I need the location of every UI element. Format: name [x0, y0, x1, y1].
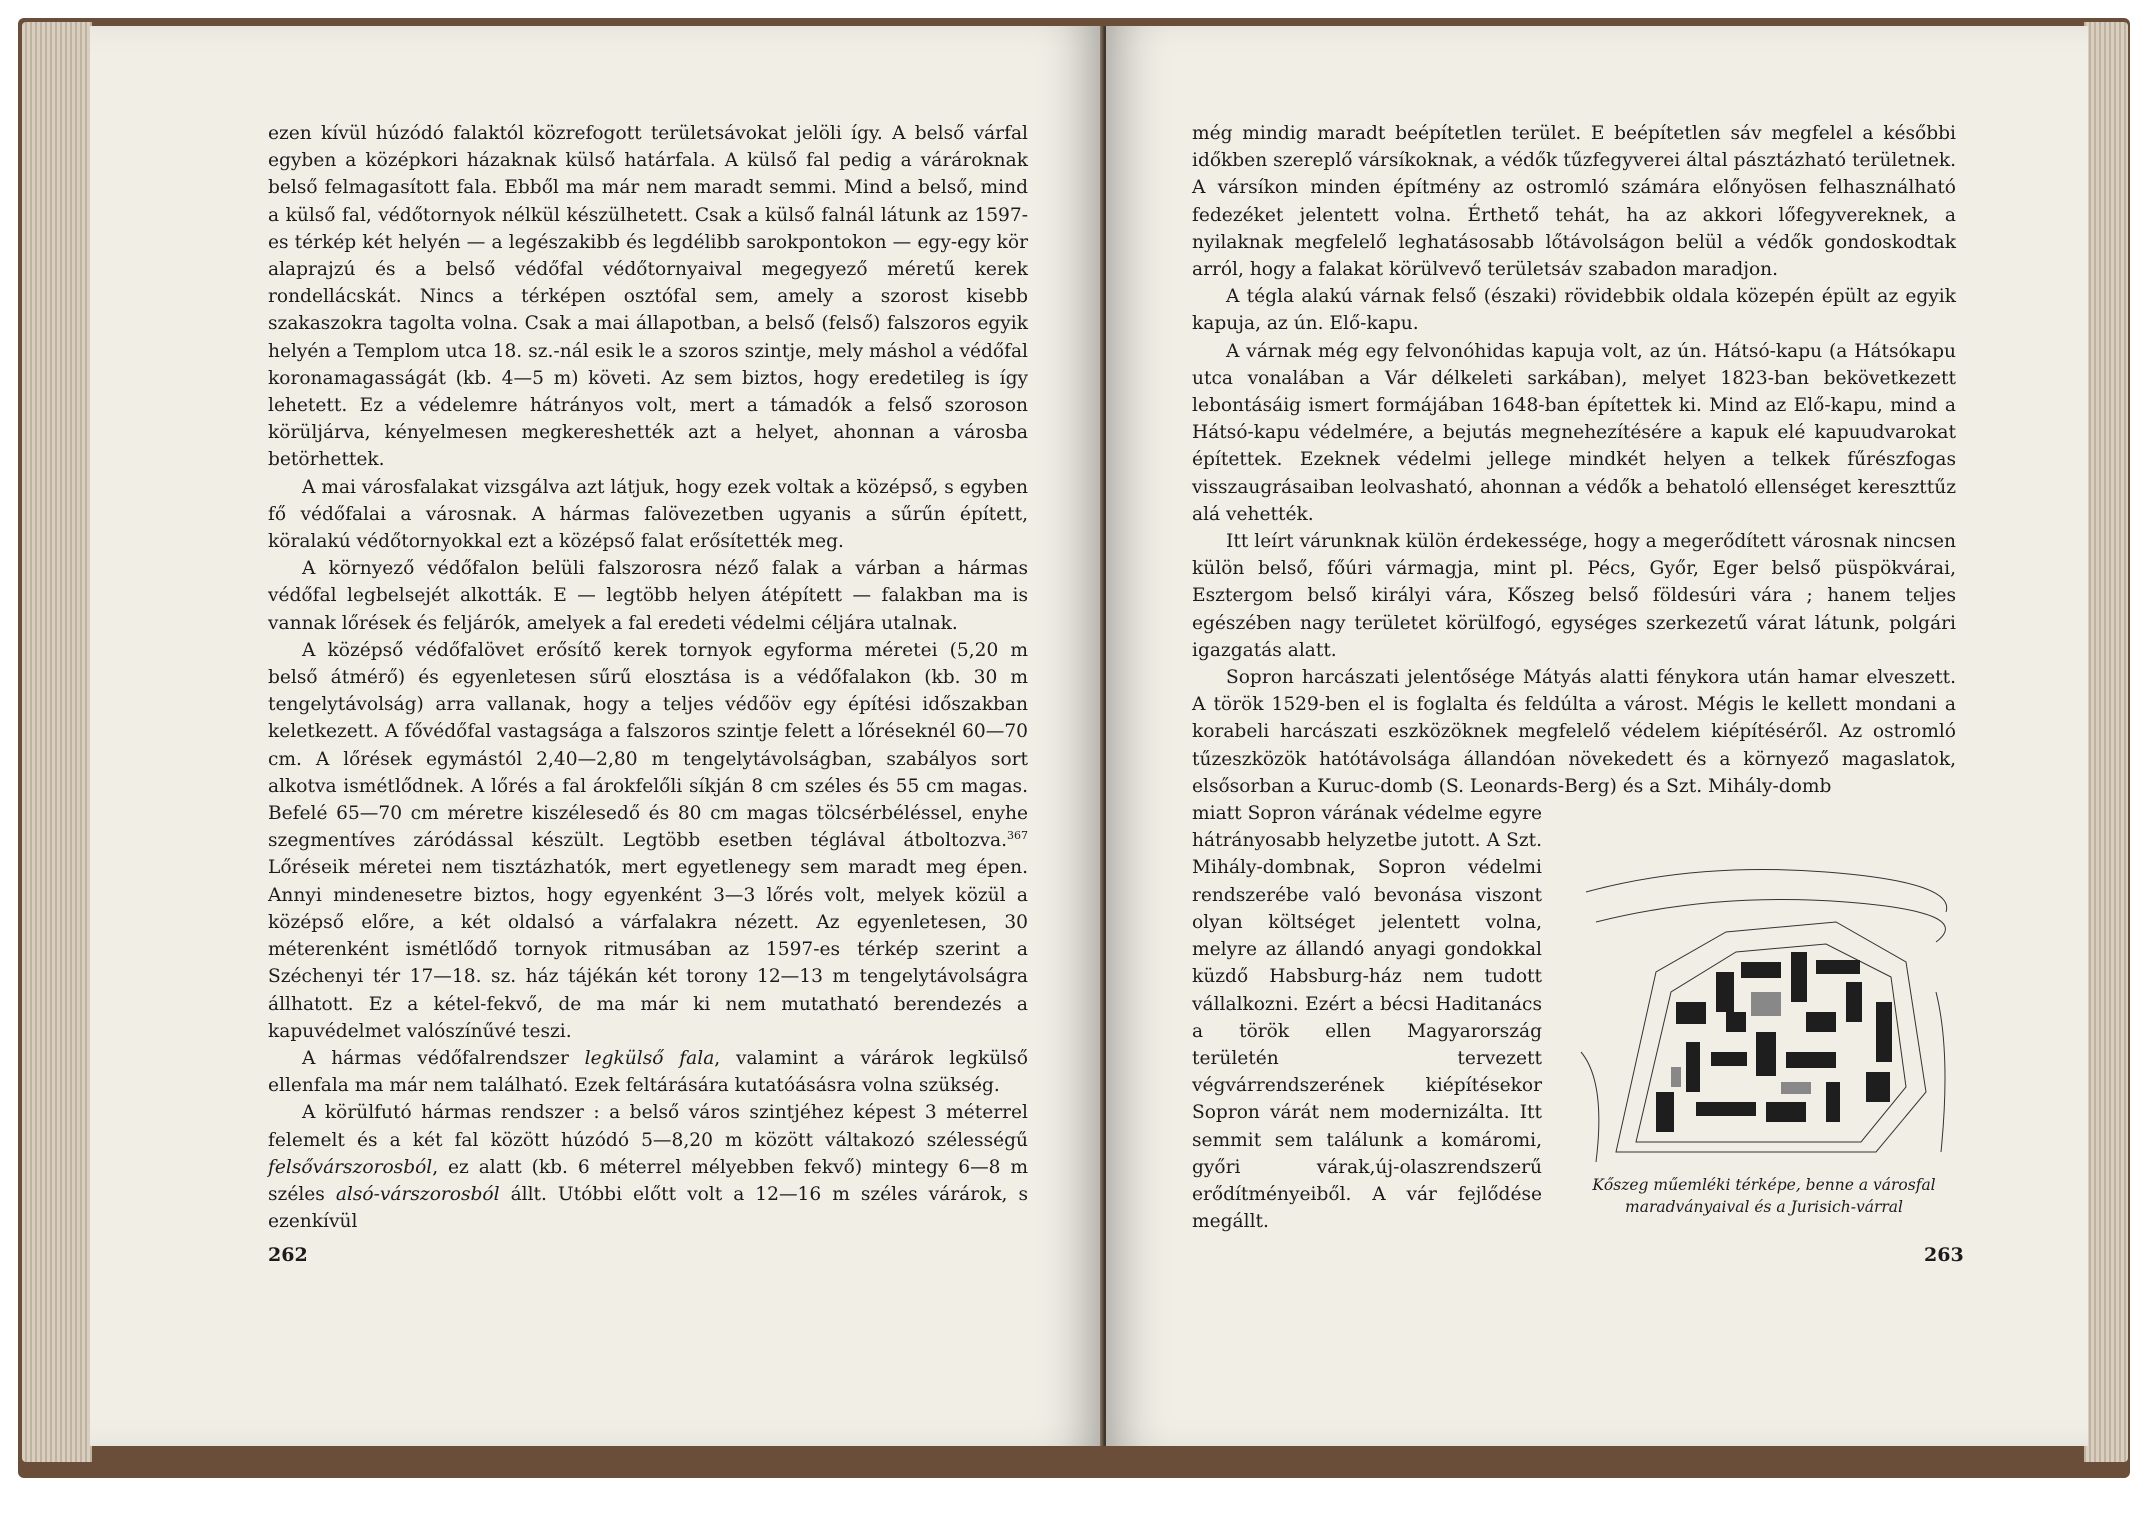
city-map-illustration [1576, 852, 1956, 1172]
paragraph [268, 1045, 1028, 1099]
page-number: 262 [268, 1244, 308, 1266]
paragraph-text: A körülfutó hármas rendszer : a belső város szintjéhez képest 3 méterrel felemelt és a két fal között húzódó 5—8,20 m között váltakozó szélességű [268, 1102, 1028, 1151]
figure-caption [1554, 1174, 1974, 1218]
paragraph: A várnak még egy felvonóhidas kapuja volt, az ún. Hátsó-kapu (a Hátsókapu utca vonalában a Vár délkeleti sarkában), melyet 1823-ban bekövetkezett lebontásáig ismert formájában 1648-ban építettek ki. Mind az Elő-kapu, mind a Hátsó-kapu védelmére, a bejutás megnehezítésére a kapuk elé kapuudvarokat építettek. Ezeknek védelmi jellege mindkét helyen a telkek fűrészfogas visszaugrásaiban leolvasható, ahonnan a védők a behatoló ellenséget kereszttűz alá vehették. [1192, 340, 1956, 525]
paragraph-text-cont: , ez alatt (kb. 6 méterrel mélyebben fekvő) mintegy 6—8 m széles [268, 1156, 1028, 1205]
paragraph: ezen kívül húzódó falaktól közrefogott területsávokat jelöli így. A belső várfal egyben a középkori házaknak külső határfala. A külső fal pedig a várároknak belső felmagasított fala. Ebből ma már nem maradt semmi. Mind a belső, mind a külső fal, védőtornyok nélkül készülhetett. Csak a külső falnál látunk az 1597-es térkép két helyén — a legészakibb és legdélibb sarokpontokon — egy-egy kör alaprajzú és a belső védőfal védőtornyaival megegyező méretű kerek rondellácskát. Nincs a térképen osztófal sem, amely a szorost kisebb szakaszokra tagolta volna. Csak a mai állapotban, a belső (felső) falszoros egyik helyén a Templom utca 18. sz.-nál esik le a szoros szintje, mely máshol a védőfal koronamagasságát (kb. 4—5 m) követi. Az sem biztos, hogy eredetileg is így lehetett. Ez a védelemre hátrányos volt, mert a támadók a felső szoroson körüljárva, kényelmesen megkereshették azt a helyet, ahonnan a városba betörhettek. [268, 123, 1028, 471]
paragraph: A tégla alakú várnak felső (északi) rövidebbik oldala közepén épült az egyik kapuja, az ún. Elő-kapu. [1192, 286, 1956, 335]
paragraph-text-cont: állt. Utóbbi előtt volt a 12—16 m széles várárok, s ezenkívül [268, 1183, 1029, 1233]
paragraph [268, 1099, 1028, 1235]
emphasis: felsővárszorosból [268, 1156, 433, 1178]
paragraph-text: A hármas védőfalrendszer [302, 1047, 585, 1069]
emphasis: legkülső fala [584, 1047, 715, 1069]
footnote-ref: 367 [1007, 829, 1028, 843]
city-map-figure [1576, 852, 1956, 1186]
page-edges-right [2084, 22, 2128, 1462]
page-edges-left [22, 22, 92, 1462]
paragraph: A mai városfalakat vizsgálva azt látjuk, hogy ezek voltak a középső, s egyben fő védőfalai a városnak. A hármas falövezetben ugyanis a sűrűn épített, köralakú védőtornyokkal ezt a középső falat erősítették meg. [268, 476, 1028, 553]
page-number: 263 [1924, 1244, 1964, 1266]
left-page-text [268, 120, 1028, 1235]
paragraph [268, 637, 1028, 1045]
emphasis: alsó-várszorosból [335, 1183, 500, 1205]
caption-line: maradványaival és a Jurisich-várral [1625, 1198, 1903, 1216]
right-page [1106, 26, 2088, 1446]
paragraph: Sopron harcászati jelentősége Mátyás alatti fénykora után hamar elveszett. A török 1529-ben el is foglalta és feldúlta a várost. Mégis le kellett mondani a korabeli harcászati eszközöknek megfelelő védelem kiépítéséről. Az ostromló tűzeszközök hatótávolsága állandóan növekedett és a környező magaslatok, elsősorban a Kuruc-domb (S. Leonards-Berg) és a Szt. Mihály-domb [1192, 667, 1956, 797]
paragraph-text-cont: Lőréseik méretei nem tisztázhatók, mert egyetlenegy sem maradt meg épen. Annyi mindenesetre biztos, hogy egyenként 3—3 lőrés volt, melyek közül a középső előre, a két oldalsó a várfalakra nézett. Az egyenletesen, 30 méterenként ismétlődő tornyok ritmusában az 1597-es térkép szerint a Széchenyi tér 17—18. sz. ház tájékán két torony 12—13 m tengelytávolságra állhatott. Ez a kétel-fekvő, de ma már ki nem mutatható berendezés a kapuvédelmet valószínűvé teszi. [268, 857, 1028, 1042]
paragraph-beside-figure: miatt Sopron várának védelme egyre hátrányosabb helyzetbe jutott. A Szt. Mihály-dombnak, Sopron védelmi rendszerébe való bevonása viszont olyan költséget jelentett volna, melyre az állandó anyagi gondokkal küzdő Habsburg-ház nem tudott vállalkozni. Ezért a bécsi Haditanács a török ellen Magyarország területén tervezett végvárrendszerének kiépítésekor Sopron várát nem modernizálta. Itt semmit sem találunk a komáromi, győri várak,új-olaszrendszerű erődítményeiből. A vár fejlődése megállt. [1192, 803, 1542, 1233]
paragraph: Itt leírt várunknak külön érdekessége, hogy a megerődített városnak nincsen külön belső, főúri vármagja, mint pl. Pécs, Győr, Eger belső püspökvárai, Esztergom belső királyi vára, Kőszeg belső földesúri vára ; hanem teljes egészében nagy területet körülfogó, egységes szerkezetű várat látunk, polgári igazgatás alatt. [1192, 531, 1956, 661]
caption-line: Kőszeg műemléki térképe, benne a városfal [1592, 1176, 1936, 1194]
paragraph-text-cont: , valamint a várárok legkülső ellenfala ma már nem található. Ezek feltárására kutatóásásra volna szükség. [268, 1047, 1028, 1097]
paragraph: még mindig maradt beépítetlen terület. E beépítetlen sáv megfelel a későbbi időkben szereplő vársíkoknak, a védők tűzfegyverei által pásztázható területnek. A vársíkon minden építmény az ostromló számára előnyösen felhasználható fedezéket jelentett volna. Érthető tehát, ha az akkori lőfegyvereknek, a nyilaknak megfelelő leghatásosabb lőtávolságon belül a védők gondoskodtak arról, hogy a falakat körülvevő területsáv szabadon maradjon. [1192, 123, 1956, 281]
paragraph-text: A középső védőfalövet erősítő kerek tornyok egyforma méretei (5,20 m belső átmérő) és egyenletesen sűrű elosztása is a védőfalakon (kb. 30 m tengelytávolság) arra vallanak, hogy a teljes védőöv egy építési időszakban keletkezett. A fővédőfal vastagsága a falszoros szintje felett a lőréseknél 60—70 cm. A lőrések egymástól 2,40—2,80 m tengelytávolságban, szabályos sort alkotva ismétlődnek. A lőrés a fal árokfelőli síkján 8 cm széles és 55 cm magas. Befelé 65—70 cm méretre kiszélesedő és 80 cm magas tölcsérbéléssel, enyhe szegmentíves záródással készült. Legtöbb esetben téglával átboltozva. [268, 639, 1028, 852]
paragraph: A környező védőfalon belüli falszorosra néző falak a várban a hármas védőfal legbelsejét alkották. E — legtöbb helyen átépített — falakban ma is vannak lőrések és feljárók, amelyek a fal eredeti védelmi céljára utalnak. [268, 558, 1028, 634]
left-page [90, 26, 1100, 1446]
